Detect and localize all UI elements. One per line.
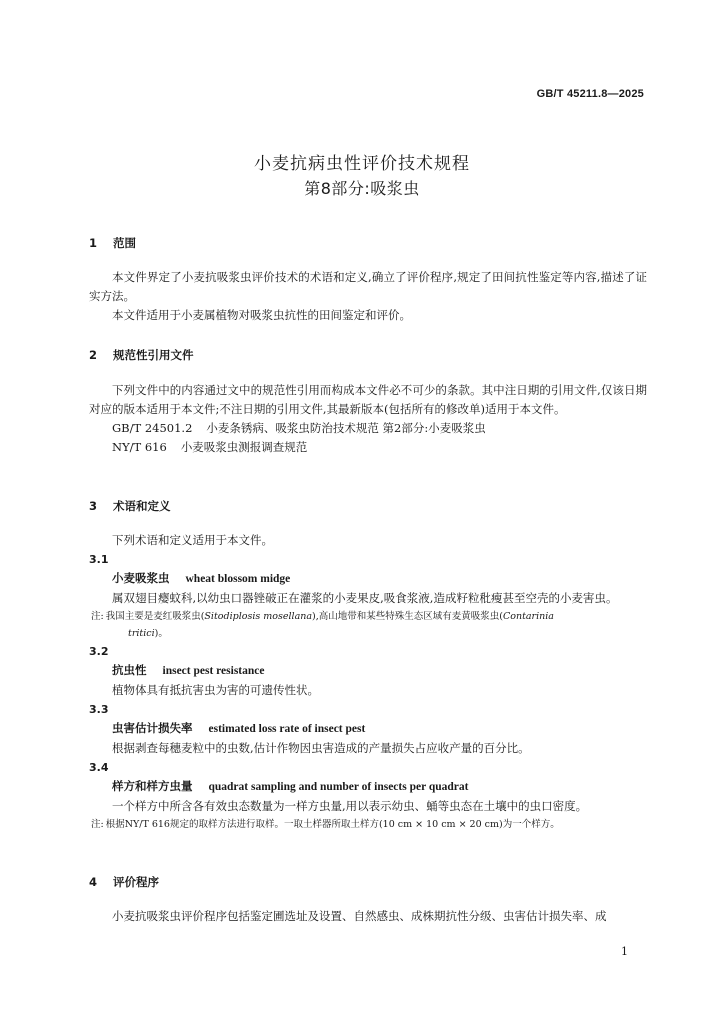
paragraph: 下列术语和定义适用于本文件。 xyxy=(112,533,273,547)
section-1-heading xyxy=(89,234,647,253)
term-en: wheat blossom midge xyxy=(185,573,291,585)
paragraph: 小麦抗吸浆虫评价程序包括鉴定圃选址及设置、自然感虫、成株期抗性分级、虫害估计损失率、成 xyxy=(112,909,607,923)
section-3-body xyxy=(89,531,647,833)
term-definition: 植物体具有抵抗害虫为害的可遗传性状。 xyxy=(112,683,319,697)
term-number: 3.4 xyxy=(89,761,109,774)
section-1-body xyxy=(89,268,647,325)
section-2-heading xyxy=(89,346,647,365)
note-text: 我国主要是麦红吸浆虫( xyxy=(105,611,205,622)
species-name: Sitodiplosis mosellana xyxy=(204,611,313,622)
note-text: )。 xyxy=(154,628,168,639)
term-heading xyxy=(89,777,647,797)
section-title: 评价程序 xyxy=(113,875,159,889)
paragraph: 本文件适用于小麦属植物对吸浆虫抗性的田间鉴定和评价。 xyxy=(112,308,411,322)
paragraph: 本文件界定了小麦抗吸浆虫评价技术的术语和定义,确立了评价程序,规定了田间抗性鉴定等内容,描述了证实方法。 xyxy=(89,270,647,303)
species-name: tritici xyxy=(128,628,155,639)
section-3-heading xyxy=(89,497,647,516)
note-label: 注: xyxy=(91,819,104,830)
section-2-body xyxy=(89,381,647,457)
term-heading xyxy=(89,661,647,681)
note-text: 根据NY/T 616规定的取样方法进行取样。一取土样器所取土样方(10 cm × 10 cm × 20 cm)为一个样方。 xyxy=(105,819,560,830)
document-title: 小麦抗病虫性评价技术规程 xyxy=(254,154,470,174)
term-number: 3.2 xyxy=(89,645,109,658)
term-zh: 小麦吸浆虫 xyxy=(112,571,170,585)
term-number: 3.3 xyxy=(89,703,109,716)
reference-title: 小麦条锈病、吸浆虫防治技术规范 第2部分:小麦吸浆虫 xyxy=(206,421,486,435)
section-title: 术语和定义 xyxy=(113,499,171,513)
section-number: 4 xyxy=(89,875,98,889)
note-label: 注: xyxy=(91,611,104,622)
term-note xyxy=(89,608,647,642)
reference-code: GB/T 24501.2 xyxy=(112,421,193,435)
term-en: estimated loss rate of insect pest xyxy=(208,723,366,735)
section-number: 2 xyxy=(89,348,98,362)
section-4-body xyxy=(89,907,647,926)
reference-title: 小麦吸浆虫测报调查规范 xyxy=(180,440,308,454)
section-number: 1 xyxy=(89,236,98,250)
section-number: 3 xyxy=(89,499,98,513)
term-en: quadrat sampling and number of insects per quadrat xyxy=(208,781,469,793)
species-name: Contarinia xyxy=(502,611,554,622)
term-zh: 虫害估计损失率 xyxy=(112,721,193,735)
document-subtitle: 第8部分:吸浆虫 xyxy=(304,179,420,198)
note-text: ),高山地带和某些特殊生态区域有麦黄吸浆虫( xyxy=(312,611,503,622)
reference-item xyxy=(89,438,647,457)
term-note xyxy=(89,816,647,833)
term-zh: 抗虫性 xyxy=(112,663,147,677)
section-title: 规范性引用文件 xyxy=(113,348,194,362)
term-definition: 一个样方中所含各有效虫态数量为一样方虫量,用以表示幼虫、蛹等虫态在土壤中的虫口密度。 xyxy=(112,799,588,813)
term-heading xyxy=(89,719,647,739)
term-definition: 属双翅目瘿蚊科,以幼虫口器锉破正在灌浆的小麦果皮,吸食浆液,造成籽粒秕瘦甚至空壳的小麦害虫。 xyxy=(112,591,618,605)
standard-code: GB/T 45211.8—2025 xyxy=(536,88,644,100)
term-number: 3.1 xyxy=(89,553,109,566)
term-heading xyxy=(89,569,647,589)
term-en: insect pest resistance xyxy=(162,665,265,677)
section-title: 范围 xyxy=(113,236,136,250)
term-definition: 根据剥查每穗麦粒中的虫数,估计作物因虫害造成的产量损失占应收产量的百分比。 xyxy=(112,741,530,755)
term-zh: 样方和样方虫量 xyxy=(112,779,193,793)
paragraph: 下列文件中的内容通过文中的规范性引用而构成本文件必不可少的条款。其中注日期的引用文件,仅该日期对应的版本适用于本文件;不注日期的引用文件,其最新版本(包括所有的修改单)适用于本文件。 xyxy=(89,383,647,416)
reference-item xyxy=(89,419,647,438)
reference-code: NY/T 616 xyxy=(112,440,167,454)
section-4-heading xyxy=(89,873,647,892)
page-number: 1 xyxy=(621,945,628,958)
